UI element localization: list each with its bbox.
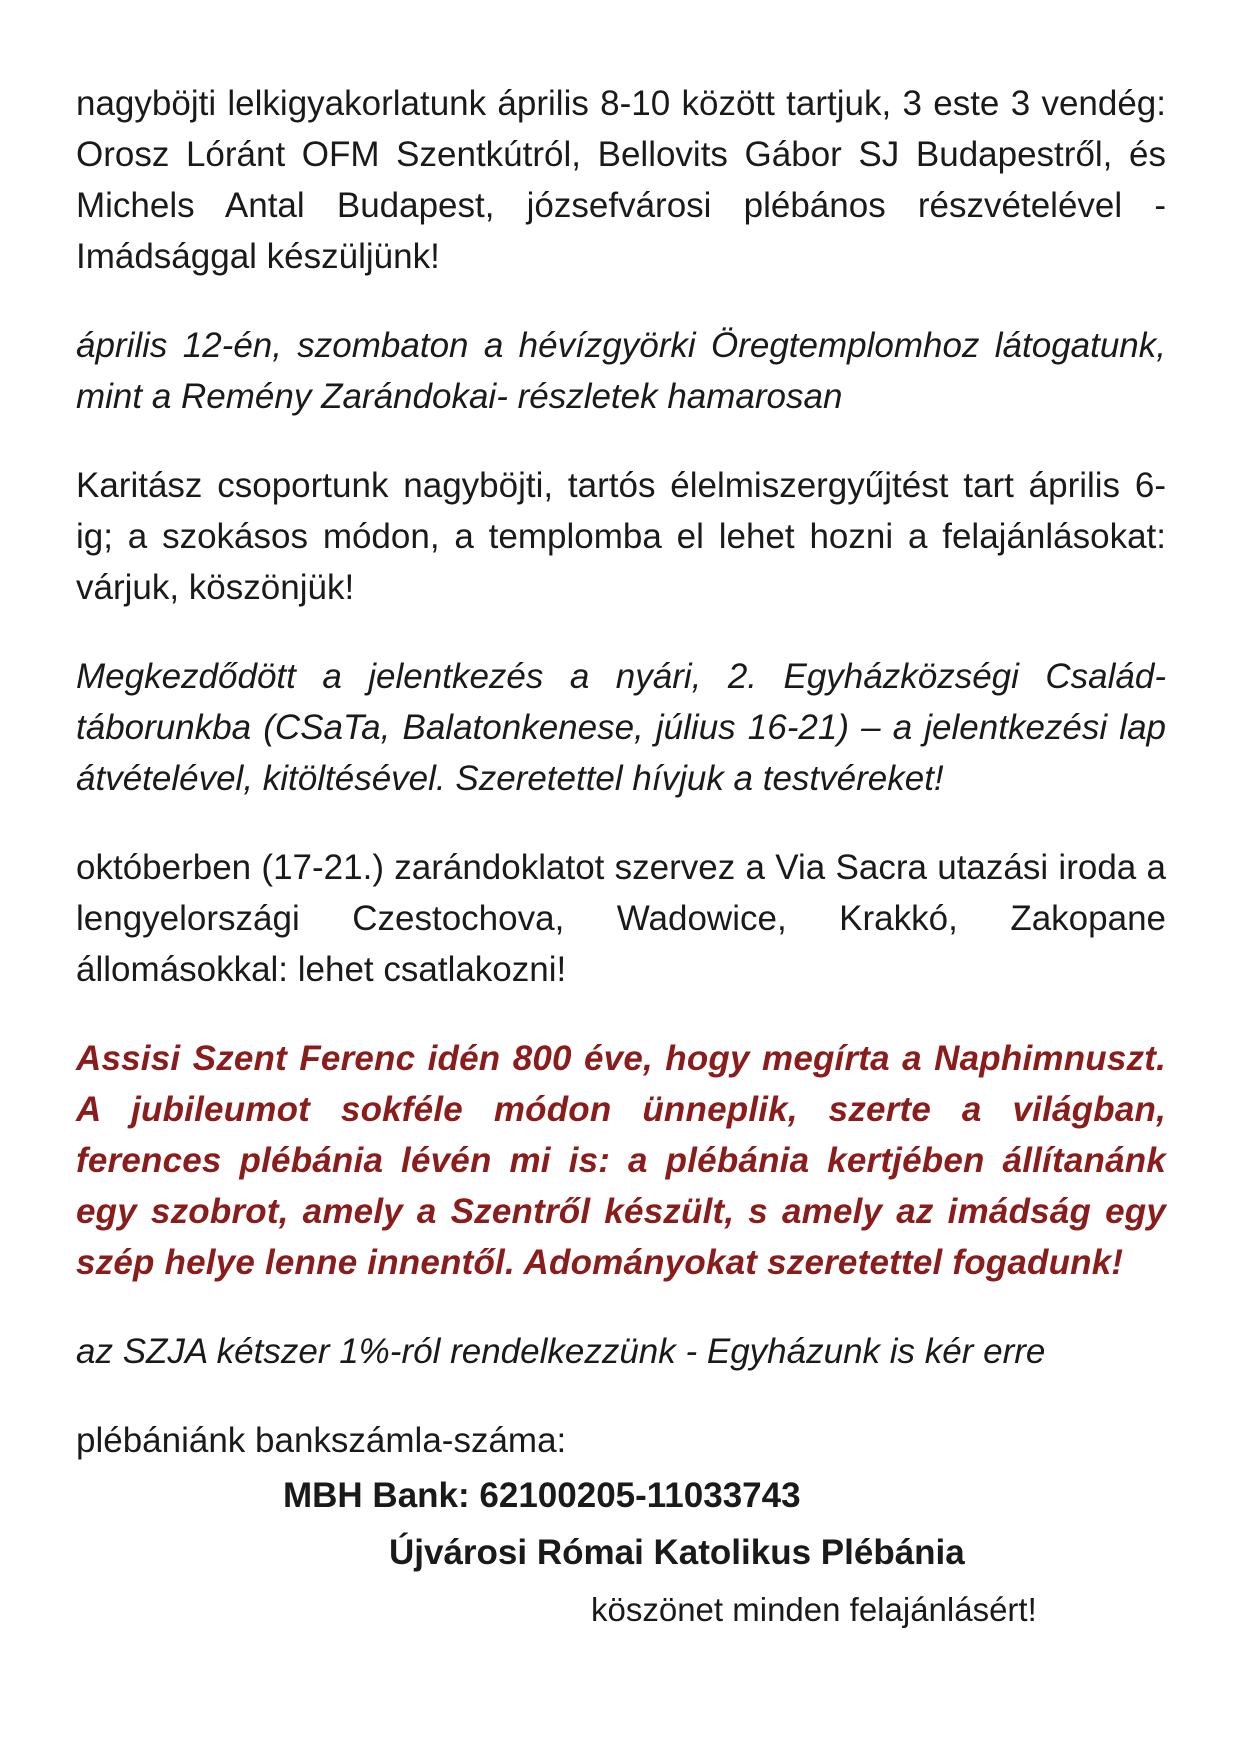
bank-account-label: plébániánk bankszámla-száma: bbox=[76, 1421, 567, 1460]
saint-francis-jubilee-announcement: Assisi Szent Ferenc idén 800 éve, hogy megírta a Naphimnuszt. A jubileumot sokféle módon ünneplik, szerte a világban, ferences plébánia lévén mi is: a plébánia kertjében állítanánk egy szobrot, amely a Szentről készült, s amely az imádság egy szép helye lenne innentől. Adományokat szeretettel fogadunk! bbox=[76, 1039, 1166, 1282]
announcement-page bbox=[76, 78, 1166, 1668]
parish-name: Újvárosi Római Katolikus Plébánia bbox=[389, 1533, 965, 1572]
bank-details bbox=[76, 1415, 1166, 1635]
retreat-announcement: nagyböjti lelkigyakorlatunk április 8-10 között tartjuk, 3 este 3 vendég: Orosz Lóránt OFM Szentkútról, Bellovits Gábor SJ Budapestről, és Michels Antal Budapest, józsefvárosi plébános részvételével - Imádsággal készüljünk! bbox=[76, 84, 1166, 276]
poland-pilgrimage-announcement: októberben (17-21.) zarándoklatot szervez a Via Sacra utazási iroda a lengyelországi Czestochova, Wadowice, Krakkó, Zakopane állomásokkal: lehet csatlakozni! bbox=[76, 848, 1166, 989]
bank-account-number: MBH Bank: 62100205-11033743 bbox=[283, 1476, 801, 1515]
family-camp-announcement: Megkezdődött a jelentkezés a nyári, 2. Egyházközségi Család-táborunkba (CSaTa, Balatonkenese, július 16-21) – a jelentkezési lap átvételével, kitöltésével. Szeretettel hívjuk a testvéreket! bbox=[76, 657, 1166, 798]
caritas-food-drive-announcement: Karitász csoportunk nagyböjti, tartós élelmiszergyűjtést tart április 6-ig; a szokásos módon, a templomba el lehet hozni a felajánlásokat: várjuk, köszönjük! bbox=[76, 466, 1166, 607]
pilgrimage-hevizgyork-announcement: április 12-én, szombaton a hévízgyörki Öregtemplomhoz látogatunk, mint a Remény Zarándokai- részletek hamarosan bbox=[76, 326, 1166, 416]
tax-one-percent-note: az SZJA kétszer 1%-ról rendelkezzünk - Egyházunk is kér erre bbox=[76, 1332, 1046, 1371]
thanks-note: köszönet minden felajánlásért! bbox=[591, 1591, 1037, 1628]
